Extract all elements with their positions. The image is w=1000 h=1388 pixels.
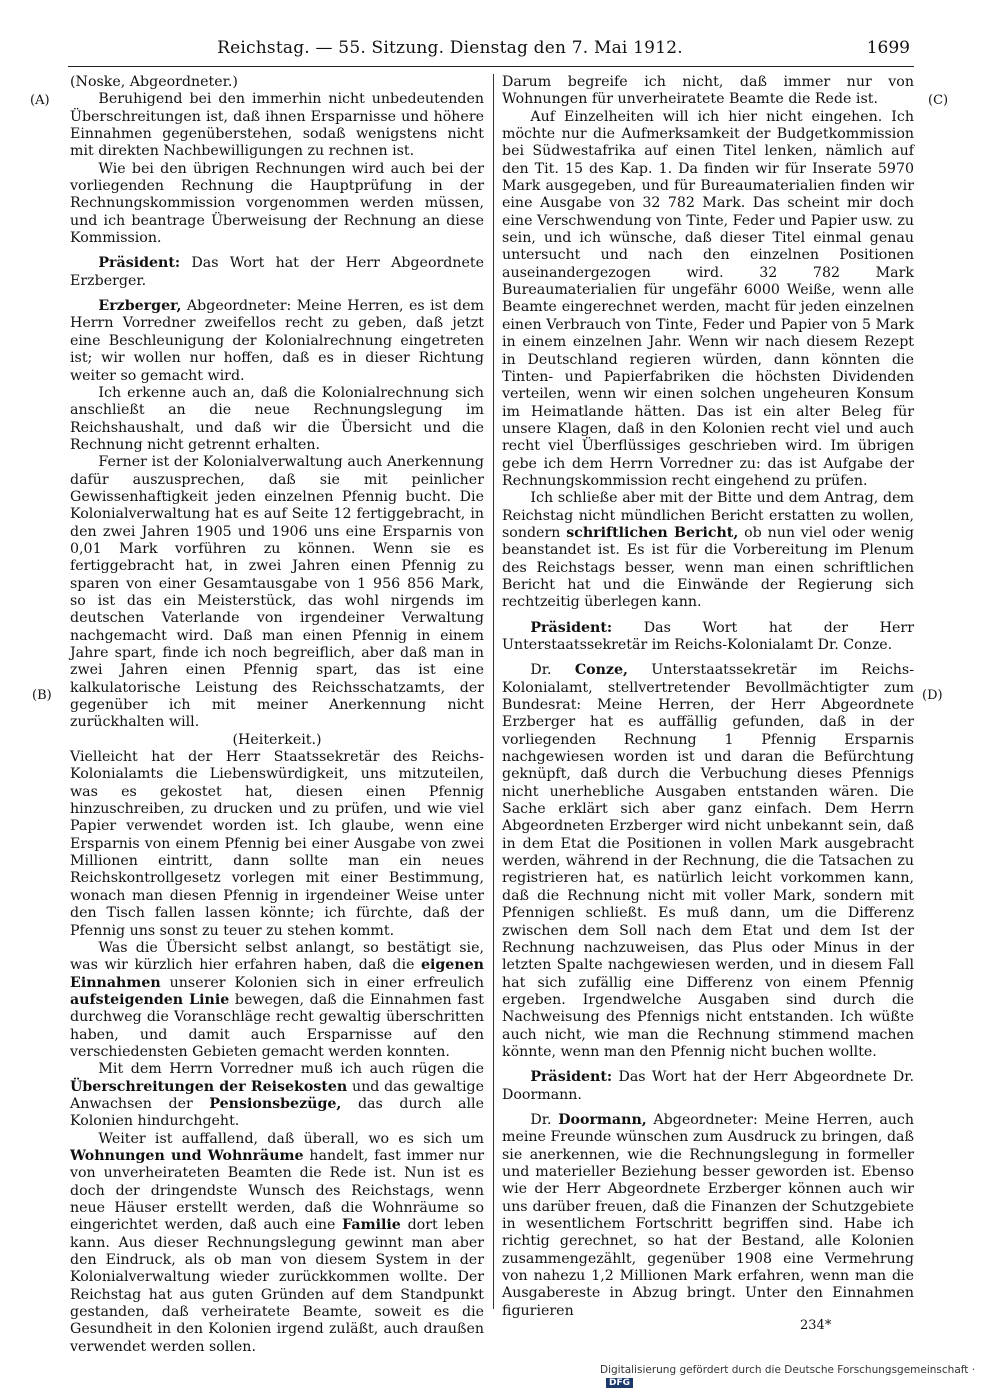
page-number: 1699 (866, 38, 910, 58)
paragraph: Auf Einzelheiten will ich hier nicht eingehen. Ich möchte nur die Aufmerksamkeit der Budgetkommission bei Südwestafrika auf einen Titel lenken, nämlich auf den Tit. 15 des Kap. 1. Da finden wir für Inserate 5970 Mark ausgegeben, und für Bureaumaterialien finden wir eine Ausgabe von 32 782 Mark. Das scheint mir doch eine Verschwendung von Tinte, Feder und Papier usw. zu sein, und ich wünsche, daß dieser Titel einmal genau untersucht und nach den einzelnen Positionen auseinandergezogen wird. 32 782 Mark Bureaumaterialien für ungefähr 6000 Weiße, wenn alle Beamte eingerechnet werden, macht für jeden einzelnen einen Verbrauch von Tinte, Feder und Papier von 5 Mark in einem einzelnen Jahr. Wenn wir nach diesem Rezept in Deutschland regieren würden, dann könnten die Tinten- und Papierfabriken die höchsten Dividenden verteilen, wenn wir einen solchen ungeheuren Konsum im Heimatlande hätten. Das ist ein alter Beleg für unsere Klagen, daß in den Kolonien recht viel und auch recht viel Überflüssiges geschrieben wird. Im übrigen gebe ich dem Herrn Vorredner zu: das ist Aufgabe der Rechnungskommission recht eingehend zu prüfen. (502, 108, 914, 489)
paragraph: Ich erkenne auch an, daß die Kolonialrechnung sich anschließt an die neue Rechnungslegung im Reichshaushalt, und daß wir die Übersicht und die Rechnung nicht getrennt erhalten. (70, 384, 484, 453)
paragraph: Weiter ist auffallend, daß überall, wo es sich um Wohnungen und Wohnräume handelt, fast immer nur von unverheirateten Beamten die Rede ist. Nun ist es doch der dringendste Wunsch des Reichstags, wenn neue Häuser erstellt werden, daß die Wohnräume so eingerichtet werden, daß auch eine Familie dort leben kann. Aus dieser Rechnungslegung gewinnt man aber den Eindruck, als ob man von diesem System in der Kolonialverwaltung wieder zurückkommen wollte. Der Reichstag hat aus guten Gründen auf dem Standpunkt gestanden, daß verheiratete Beamte, soweit es die Gesundheit in den Kolonien irgend zuläßt, auch draußen verwendet werden sollen. (70, 1130, 484, 1355)
interjection: (Heiterkeit.) (232, 731, 322, 748)
paragraph: Beruhigend bei den immerhin nicht unbedeutenden Überschreitungen ist, daß ihnen Ersparnisse und höhere Einnahmen gegenüberstehen, sodaß wenigstens nicht mit direkten Nachbewilligungen zu rechnen ist. (70, 91, 484, 160)
header-rule (68, 66, 914, 67)
paragraph: Dr. Conze, Unterstaatssekretär im Reichs-Kolonialamt, stellvertretender Bevollmächtigter zum Bundesrat: Meine Herren, der Herr Abgeordnete Erzberger hat es auffällig gefunden, daß in der vorliegenden Rechnung 1 Pfennig Ersparnis nachgewiesen worden ist und daran die Befürchtung geknüpft, daß durch die Verbuchung dieses Pfennigs nicht unerhebliche Ausgaben entstanden wären. Die Sache erklärt sich aber ganz einfach. Dem Herrn Abgeordneten Erzberger wird nicht unbekannt sein, daß in dem Etat die Positionen in vollen Mark ausgebracht werden, während in der Rechnung, die die Tatsachen zu registrieren hat, es natürlich leicht vorkommen kann, daß die Rechnung nicht mit voller Mark, sondern mit Pfennigen schließt. Es muß dann, um die Differenz zwischen dem Soll nach dem Etat und dem Ist der Rechnung nachzuweisen, das Plus oder Minus in der letzten Spalte nachgewiesen werden, und in diesem Fall hat sich zufällig eine Differenz von einem Pfennig ergeben. Irgendwelche Ausgaben sind durch die Nachweisung des Pfennigs nicht entstanden. Ich wüßte auch nicht, wie man die Rechnung stimmend machen könnte, wenn man den Pfennig nicht buchen wollte. (502, 662, 914, 1060)
paragraph: Präsident: Das Wort hat der Herr Unterstaatssekretär im Reichs-Kolonialamt Dr. Conze. (502, 619, 914, 653)
running-head: Reichstag. — 55. Sitzung. Dienstag den 7. Mai 1912. (217, 38, 683, 58)
margin-letter-d: (D) (922, 688, 943, 703)
paragraph: Ich schließe aber mit der Bitte und dem Antrag, dem Reichstag nicht mündlichen Bericht erstatten zu wollen, sondern schriftlichen Bericht, ob nun viel oder wenig beanstandet ist. Es ist für die Vorbereitung im Plenum des Reichstags besser, wenn man einen schriftlichen Bericht hat und die Einwände der Regierung sich rechtzeitig überlegen kann. (502, 490, 915, 611)
paragraph: Mit dem Herrn Vorredner muß ich auch rügen die Überschreitungen der Reisekosten und das gewaltige Anwachsen der Pensionsbezüge, das durch alle Kolonien hindurchgeht. (70, 1061, 484, 1130)
emphasis: aufsteigenden Linie (70, 991, 230, 1008)
paragraph: Präsident: Das Wort hat der Herr Abgeordnete Dr. Doormann. (502, 1069, 914, 1103)
paragraph: Präsident: Das Wort hat der Herr Abgeordnete Erzberger. (70, 255, 484, 289)
emphasis: schriftlichen Bericht, (566, 524, 739, 541)
page-header (70, 38, 910, 62)
footer (600, 1364, 980, 1388)
paragraph: Vielleicht hat der Herr Staatssekretär des Reichs-Kolonialamts die Liebenswürdigkeit, uns mitzuteilen, was es gekostet hat, diesen einen Pfennig hinzuschreiben, zu drucken und zu prüfen, und wie viel Papier verwendet worden ist. Ich glaube, wenn eine Ersparnis von einem Pfennig bei einer Ausgabe von zwei Millionen eintritt, dann sollte man ein neues Reichskontrollgesetz vorlegen mit einer Bestimmung, wonach man diesen Pfennig in irgendeiner Weise unter den Tisch fallen lassen könnte; ich fürchte, daß der Pfennig uns sonst zu teuer zu stehen kommt. (70, 749, 484, 939)
paragraph: Darum begreife ich nicht, daß immer nur von Wohnungen für unverheiratete Beamte die Rede ist. (502, 74, 914, 108)
emphasis: Pensionsbezüge, (209, 1095, 342, 1112)
margin-letter-c: (C) (928, 93, 949, 108)
paragraph: Was die Übersicht selbst anlangt, so bestätigt sie, was wir kürzlich hier erfahren haben, daß die eigenen Einnahmen unserer Kolonien sich in einer erfreulich aufsteigenden Linie bewegen, daß die Einnahmen fast durchweg die Voranschläge recht gewaltig überschritten haben, und damit auch Ersparnisse auf den verschiedensten Gebieten gemacht werden konnten. (70, 939, 484, 1060)
emphasis: Familie (342, 1217, 401, 1234)
margin-letter-a: (A) (30, 93, 50, 108)
margin-letter-b: (B) (32, 688, 52, 703)
paragraph: Wie bei den übrigen Rechnungen wird auch bei der vorliegenden Rechnung die Hauptprüfung in der Rechnungskommission vorgenommen werden müssen, und ich beantrage Überweisung der Rechnung an diese Kommission. (70, 160, 484, 247)
paragraph: Erzberger, Abgeordneter: Meine Herren, es ist dem Herrn Vorredner zweifellos recht zu geben, daß jetzt eine Beschleunigung der Kolonialrechnung eingetreten ist; wir wollen nur hoffen, daß es in dieser Richtung weiter so gemacht wird. (70, 298, 484, 384)
left-column (70, 74, 484, 1356)
emphasis: eigenen Einnahmen (70, 957, 484, 991)
speaker-note: (Noske, Abgeordneter.) (70, 74, 238, 90)
emphasis: Wohnungen und Wohnräume (70, 1147, 304, 1164)
speaker-name: Doormann, (558, 1111, 647, 1128)
speaker-name: Präsident: (530, 1069, 613, 1086)
speaker-name: Conze, (574, 662, 628, 679)
paragraph: Ferner ist der Kolonialverwaltung auch Anerkennung dafür auszusprechen, daß sie mit peinlicher Gewissenhaftigkeit jeden einzelnen Pfennig bucht. Die Kolonialverwaltung hat es auf Seite 12 fertiggebracht, in den zwei Jahren 1905 und 1906 uns eine Ersparnis von 0,01 Mark vorführen zu können. Wenn sie es fertiggebracht hat, in zwei Jahren einen Pfennig zu sparen von einer Gesamtausgabe von 1 956 856 Mark, so ist das ein Meisterstück, das wohl nirgends im deutschen Vaterlande von irgendeiner Verwaltung nachgemacht wird. Daß man einen Pfennig in einem Jahre spart, finde ich noch begreiflich, aber daß man in zwei Jahren einen Pfennig spart, das ist eine kalkulatorische Leistung des Reichsschatzamts, der gegenüber ich mit meiner Anerkennung nicht zurückhalten will. (70, 454, 484, 731)
speaker-name: Erzberger, (98, 298, 182, 315)
speaker-name: Präsident: (98, 255, 181, 272)
emphasis: Überschreitungen der Reisekosten (70, 1078, 348, 1095)
paragraph: Dr. Doormann, Abgeordneter: Meine Herren, auch meine Freunde wünschen zum Ausdruck zu bringen, daß sie anerkennen, wie die Rechnungslegung in formeller und materieller Beziehung besser geworden ist. Ebenso wie der Herr Abgeordnete Erzberger können auch wir uns darüber freuen, daß die Finanzen der Schutzgebiete in wesentlichem Fortschritt begriffen sind. Habe ich richtig gerechnet, so hat der Bestand, alle Kolonien zusammengezählt, gegenüber 1908 eine Vermehrung von nahezu 1,2 Millionen Mark erfahren, wenn man die Ausgabereste in Abzug bringt. Unter den Einnahmen figurieren (502, 1111, 914, 1319)
speaker-name: Präsident: (530, 619, 613, 636)
dfg-logo: DFG (606, 1378, 633, 1388)
signature-mark: 234* (800, 1318, 832, 1333)
right-column (502, 74, 914, 1320)
column-divider (493, 74, 494, 1309)
footer-credit: Digitalisierung gefördert durch die Deutsche Forschungsgemeinschaft · (600, 1364, 976, 1376)
